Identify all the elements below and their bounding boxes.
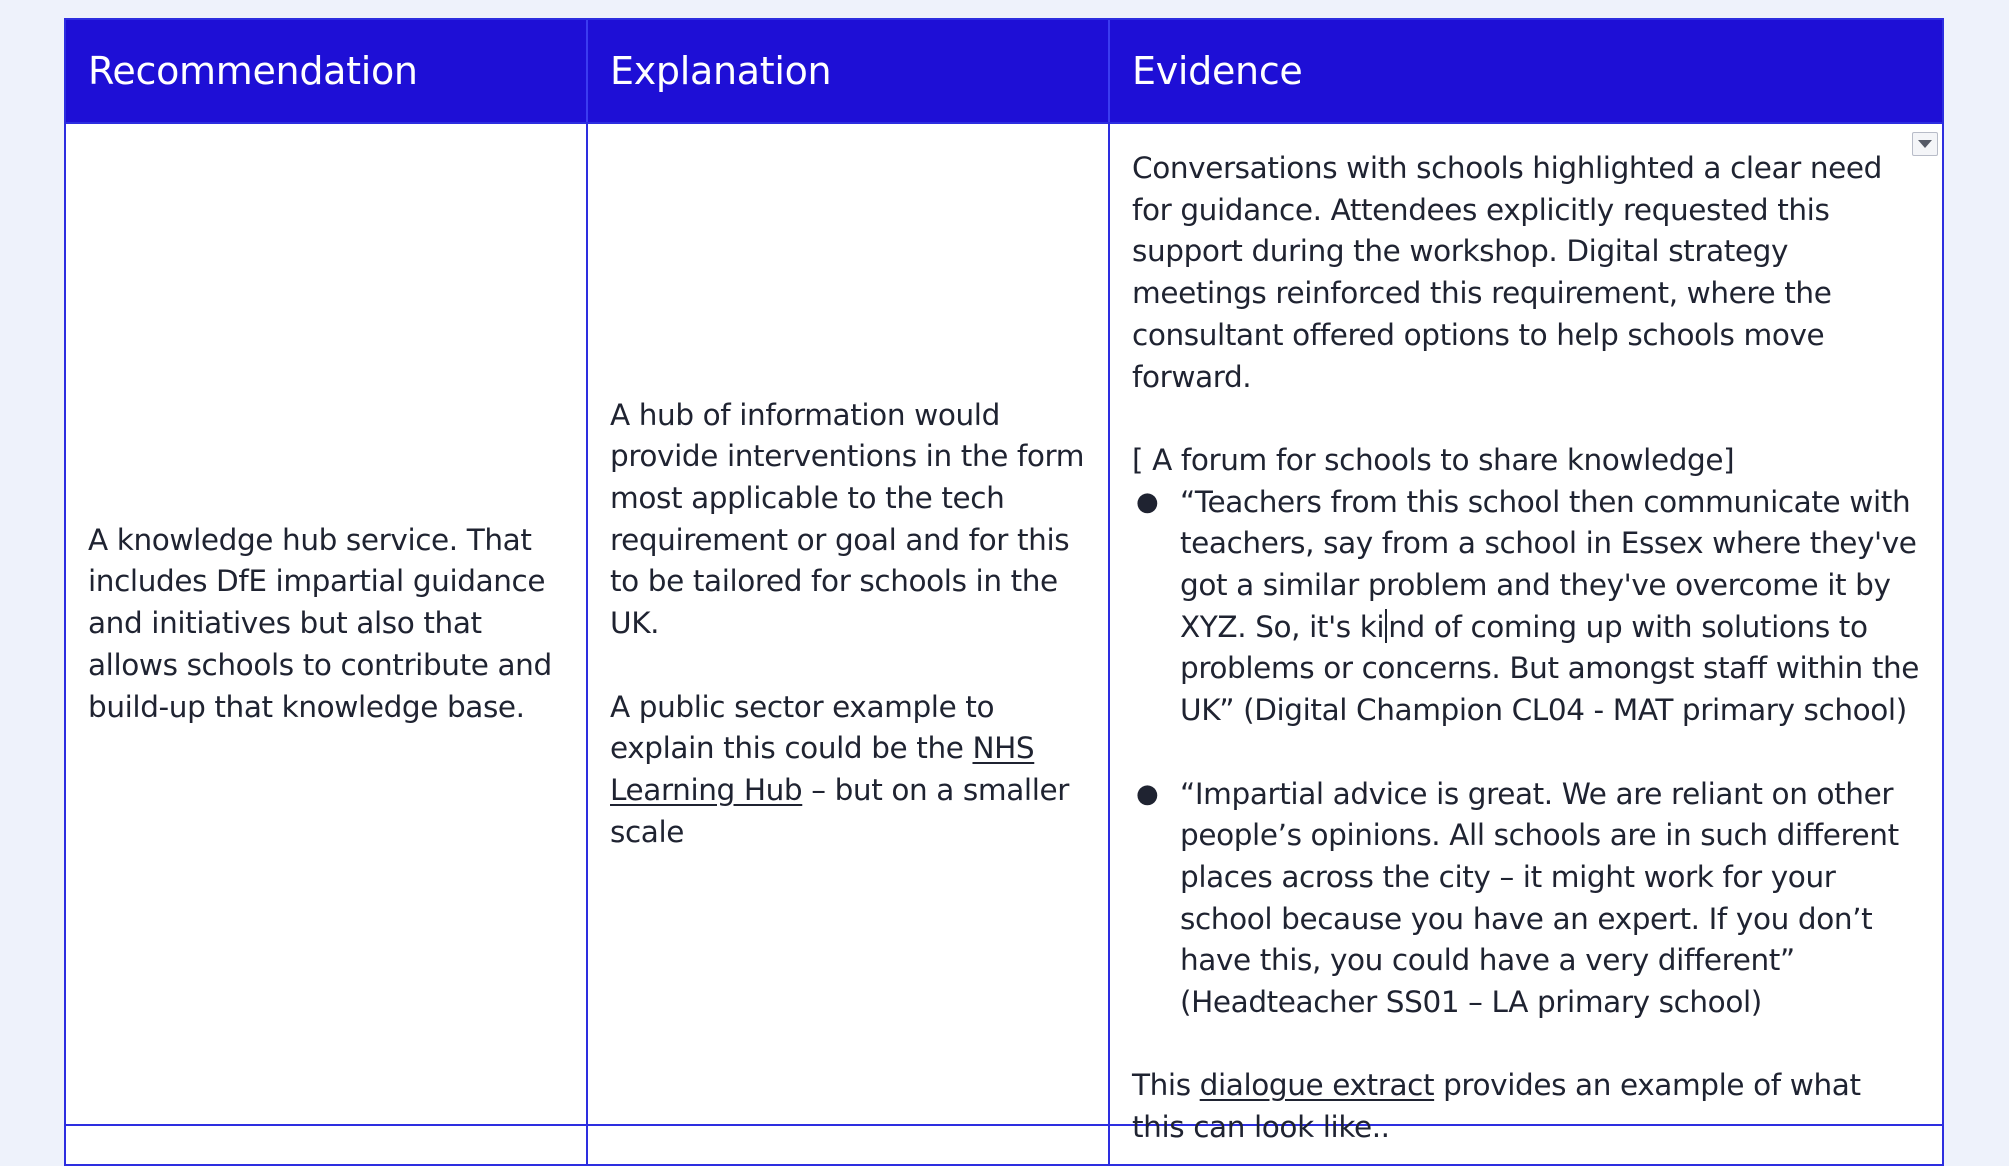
dialogue-extract-link[interactable]: dialogue extract	[1199, 1068, 1435, 1103]
recommendation-text: A knowledge hub service. That includes DfE impartial guidance and initiatives but also that allows schools to contribute and build-up that knowledge base.	[88, 522, 552, 724]
quote-1-start: “Teachers from this school then communicate with teachers, say from a school in Essex where they've got a similar problem and they've overcome it by XYZ. So, it's ki	[1180, 484, 1917, 644]
next-row-cell-3[interactable]	[1110, 1126, 1942, 1164]
table-row	[66, 1124, 1942, 1164]
recommendation-cell[interactable]	[66, 124, 588, 1124]
quote-1-end: nd of coming up with solutions to problems or concerns. But amongst staff within the UK” (Digital Champion CL04 - MAT primary school)	[1180, 609, 1920, 728]
header-evidence: Evidence	[1132, 49, 1303, 93]
bullet-icon: ●	[1136, 778, 1159, 809]
forum-heading: [ A forum for schools to share knowledge]	[1132, 442, 1735, 477]
table-row	[66, 122, 1942, 1145]
explanation-paragraph-1: A hub of information would provide interventions in the form most applicable to the tech requirement or goal and for this to be tailored for schools in the UK.	[610, 397, 1085, 641]
explanation-paragraph-2: A public sector example to explain this could be the NHS Learning Hub – but on a smaller scale	[610, 689, 1069, 849]
text-cursor	[1385, 609, 1387, 643]
list-item	[1132, 482, 1920, 732]
table-header-row	[66, 20, 1942, 122]
recommendations-table	[64, 18, 1944, 1166]
chevron-down-icon[interactable]	[1912, 132, 1938, 156]
list-spacer	[1132, 732, 1920, 774]
explanation-cell[interactable]	[588, 124, 1110, 1124]
next-row-cell-1[interactable]	[66, 1126, 588, 1164]
evidence-intro: Conversations with schools highlighted a clear need for guidance. Attendees explicitly requested this support during the workshop. Digital strategy meetings reinforced this requirement, where the consultant offered options to help schools move forward.	[1132, 151, 1882, 394]
evidence-cell[interactable]	[1110, 124, 1942, 1145]
quote-2: “Impartial advice is great. We are reliant on other people’s opinions. All schools are in such different places across the city – it might work for your school because you have an expert. If you don’t have this, you could have a very different” (Headteacher SS01 – LA primary school)	[1180, 776, 1899, 1020]
next-row-cell-2[interactable]	[588, 1126, 1110, 1164]
header-explanation: Explanation	[588, 20, 1110, 122]
bullet-icon: ●	[1136, 486, 1159, 517]
list-item	[1132, 774, 1920, 1024]
header-recommendation: Recommendation	[66, 20, 588, 122]
quote-list	[1132, 482, 1920, 1024]
evidence-outro: This dialogue extract provides an example of what this can look like..	[1132, 1068, 1861, 1145]
nhs-learning-hub-link[interactable]: NHS Learning Hub	[610, 731, 1035, 807]
